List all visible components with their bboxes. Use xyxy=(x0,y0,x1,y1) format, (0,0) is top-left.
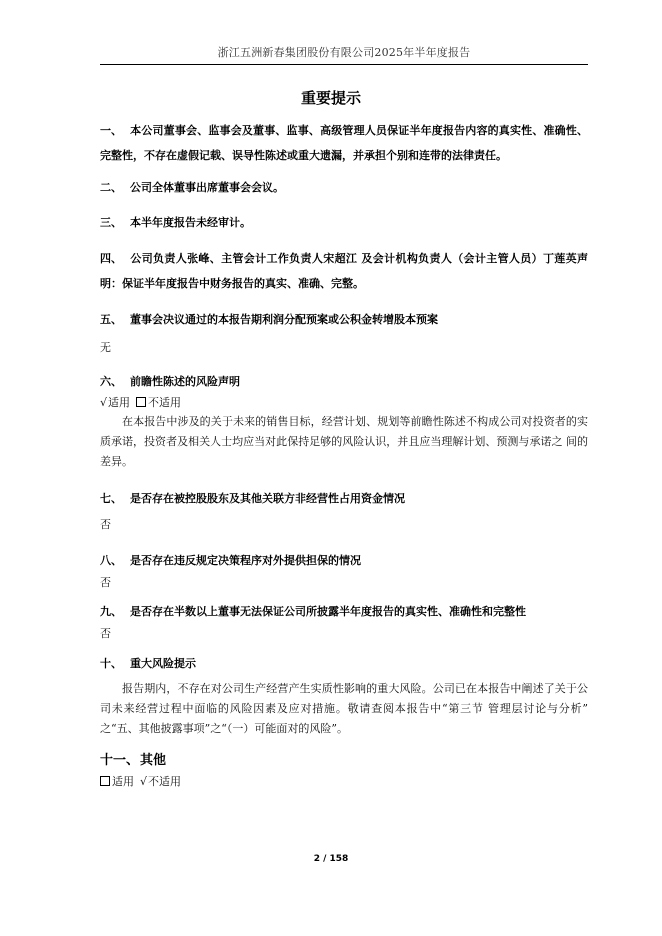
option-applicable[interactable]: 适用 xyxy=(100,773,134,791)
section-answer: 否 xyxy=(100,576,111,589)
option-applicable[interactable]: √适用 xyxy=(100,394,130,412)
option-not-applicable[interactable]: 不适用 xyxy=(136,394,181,412)
page-number: 2 / 158 xyxy=(313,854,349,864)
section-text: 是否存在半数以上董事无法保证公司所披露半年度报告的真实性、准确性和完整性 xyxy=(130,605,526,618)
section-6 xyxy=(100,369,588,472)
section-text: 本半年度报告未经审计。 xyxy=(130,216,251,229)
section-number: 一、 xyxy=(100,124,122,137)
section-number: 十一、 xyxy=(100,753,140,768)
checkmark-icon: √ xyxy=(140,775,148,788)
empty-checkbox-icon xyxy=(100,776,110,786)
section-5 xyxy=(100,307,588,358)
section-text: 公司负责人张峰、主管会计工作负责人宋超江 及会计机构负责人（会计主管人员）丁莲英声明：保证半年度报告中财务报告的真实、准确、完整。 xyxy=(100,252,588,290)
section-number: 九、 xyxy=(100,605,122,618)
section-number: 八、 xyxy=(100,554,122,567)
section-number: 五、 xyxy=(100,313,122,326)
section-number: 三、 xyxy=(100,216,122,229)
page-title: 重要提示 xyxy=(300,89,361,107)
section-text: 是否存在被控股股东及其他关联方非经营性占用资金情况 xyxy=(130,492,405,505)
section-number: 四、 xyxy=(100,252,122,265)
section-10 xyxy=(100,651,588,739)
empty-checkbox-icon xyxy=(136,397,146,407)
section-text: 本公司董事会、监事会及董事、监事、高级管理人员保证半年度报告内容的真实性、准确性、完整性，不存在虚假记载、误导性陈述或重大遗漏，并承担个别和连带的法律责任。 xyxy=(100,124,588,162)
section-text: 重大风险提示 xyxy=(130,657,196,670)
section-body: 在本报告中涉及的关于未来的销售目标，经营计划、规划等前瞻性陈述不构成公司对投资者的实 质承诺，投资者及相关人士均应当对此保持足够的风险认识，并且应当理解计划、预测与承诺之 间的差异。 xyxy=(100,415,588,468)
section-body: 报告期内，不存在对公司生产经营产生实质性影响的重大风险。公司已在本报告中阐述了关于公 司未来经营过程中面临的风险因素及应对措施。敬请查阅本报告中“第三节 管理层讨论与分析” 之“五、其他披露事项”之“（一）可能面对的风险”。 xyxy=(100,682,588,735)
section-number: 二、 xyxy=(100,181,122,194)
section-2 xyxy=(100,175,588,200)
section-answer: 否 xyxy=(100,518,111,531)
section-text: 公司全体董事出席董事会会议。 xyxy=(130,181,284,194)
section-text: 其他 xyxy=(140,753,167,768)
section-8 xyxy=(100,548,588,593)
section-11 xyxy=(100,748,588,791)
applicability-options xyxy=(100,394,588,412)
section-7 xyxy=(100,486,588,535)
section-text: 董事会决议通过的本报告期利润分配预案或公积金转增股本预案 xyxy=(130,313,438,326)
section-number: 七、 xyxy=(100,492,122,505)
section-9 xyxy=(100,599,588,644)
applicability-options xyxy=(100,773,588,791)
running-header: 浙江五洲新春集团股份有限公司2025年半年度报告 xyxy=(100,44,588,65)
section-answer: 否 xyxy=(100,627,111,640)
section-1 xyxy=(100,118,588,168)
section-3 xyxy=(100,210,588,235)
section-4 xyxy=(100,246,588,296)
section-number: 六、 xyxy=(100,375,122,388)
checkmark-icon: √ xyxy=(100,396,108,409)
section-text: 前瞻性陈述的风险声明 xyxy=(130,375,240,388)
section-answer: 无 xyxy=(100,341,111,354)
option-not-applicable[interactable]: √不适用 xyxy=(140,773,181,791)
section-number: 十、 xyxy=(100,657,122,670)
section-text: 是否存在违反规定决策程序对外提供担保的情况 xyxy=(130,554,361,567)
